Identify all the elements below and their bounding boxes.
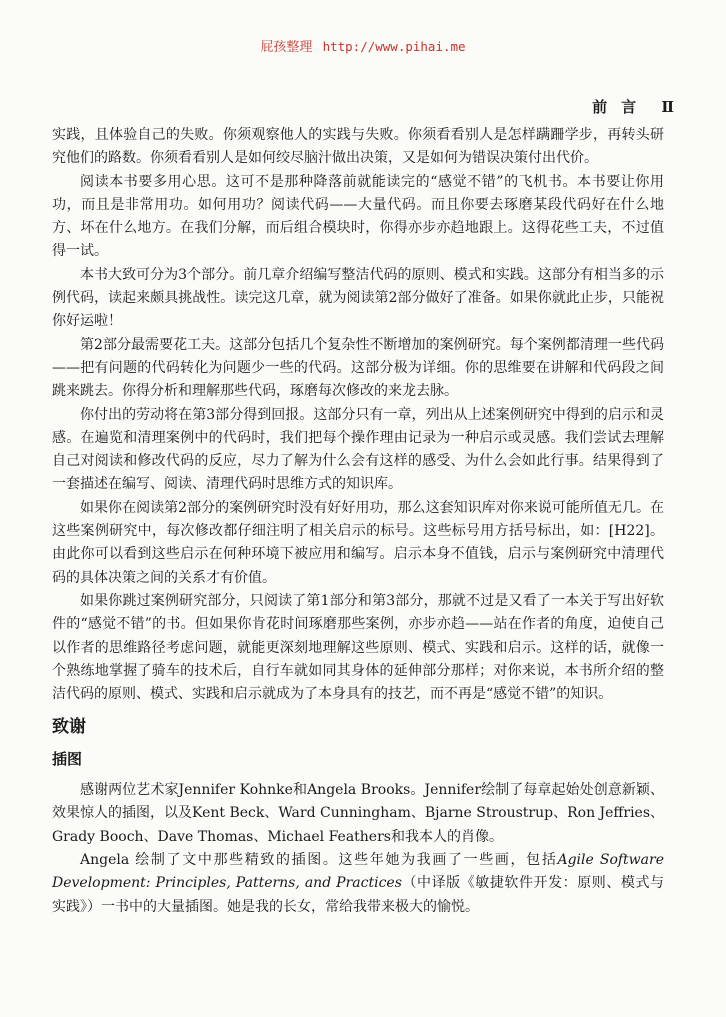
running-head <box>592 96 676 117</box>
watermark <box>0 36 726 55</box>
text-run: Angela 绘制了文中那些精致的插图。这些年她为我画了一些画，包括 <box>80 851 558 868</box>
watermark-brand: 屁孩整理 <box>260 40 313 55</box>
paragraph: 实践，且体验自己的失败。你须观察他人的实践与失败。你须看看别人是怎样蹒跚学步，再转头研究他们的路数。你须看看别人是如何绞尽脑汁做出决策，又是如何为错误决策付出代价。 <box>52 127 664 167</box>
book-title: Agile Software Development: Principles, Patterns, and Practices <box>52 851 664 892</box>
page-body <box>52 124 664 919</box>
paragraph: 阅读本书要多用心思。这可不是那种降落前就能读完的“感觉不错”的飞机书。本书要让你用功，而且是非常用功。如何用功？阅读代码——大量代码。而且你要去琢磨某段代码好在什么地方、坏在什么地方。在我们分解，而后组合模块时，你得亦步亦趋地跟上。这得花些工夫，不过值得一试。 <box>52 173 664 260</box>
paragraph: 如果你跳过案例研究部分，只阅读了第1部分和第3部分，那就不过是又看了一本关于写出好软件的“感觉不错”的书。但如果你肯花时间琢磨那些案例，亦步亦趋——站在作者的角度，迫使自己以作者的思维路径考虑问题，就能更深刻地理解这些原则、模式、实践和启示。这样的话，就像一个熟练地掌握了骑车的技术后，自行车就如同其身体的延伸部分那样；对你来说，本书所介绍的整洁代码的原则、模式、实践和启示就成为了本身具有的技艺，而不再是“感觉不错”的知识。 <box>52 592 664 703</box>
subsection-heading: 插图 <box>52 749 83 768</box>
paragraph: 第2部分最需要花工夫。这部分包括几个复杂性不断增加的案例研究。每个案例都清理一些代码——把有问题的代码转化为问题少一些的代码。这部分极为详细。你的思维要在讲解和代码段之间跳来跳去。你得分析和理解那些代码，琢磨每次修改的来龙去脉。 <box>52 336 664 400</box>
paragraph: 本书大致可分为3个部分。前几章介绍编写整洁代码的原则、模式和实践。这部分有相当多的示例代码，读起来颇具挑战性。读完这几章，就为阅读第2部分做好了准备。如果你就此止步，只能祝你好运啦！ <box>52 266 664 330</box>
watermark-url[interactable]: http://www.pihai.me <box>322 39 466 54</box>
paragraph <box>52 849 664 919</box>
text-run: （中译版《敏捷软件开发：原则、模式与实践》）一书中的大量插图。她是我的长女，常给我带来极大的愉悦。 <box>52 875 665 915</box>
section-heading: 致谢 <box>52 717 86 738</box>
paragraph: 感谢两位艺术家Jennifer Kohnke和Angela Brooks。Jennifer绘制了每章起始处创意新颖、效果惊人的插图，以及Kent Beck、Ward Cunningham、Bjarne Stroustrup、Ron Jeffries、Grady Booch、Dave Thomas、Michael Feathers和我本人的肖像。 <box>52 782 665 845</box>
running-head-title: 前言 <box>592 98 651 116</box>
page-number: Ⅱ <box>661 98 676 116</box>
paragraph: 如果你在阅读第2部分的案例研究时没有好好用功，那么这套知识库对你来说可能所值无几。在这些案例研究中，每次修改都仔细注明了相关启示的标号。这些标号用方括号标出，如：[H22]。由此你可以看到这些启示在何种环境下被应用和编写。启示本身不值钱，启示与案例研究中清理代码的具体决策之间的关系才有价值。 <box>52 499 664 586</box>
paragraph: 你付出的劳动将在第3部分得到回报。这部分只有一章，列出从上述案例研究中得到的启示和灵感。在遍览和清理案例中的代码时，我们把每个操作理由记录为一种启示或灵感。我们尝试去理解自己对阅读和修改代码的反应，尽力了解为什么会有这样的感受、为什么会如此行事。结果得到了一套描述在编写、阅读、清理代码时思维方式的知识库。 <box>52 406 664 493</box>
